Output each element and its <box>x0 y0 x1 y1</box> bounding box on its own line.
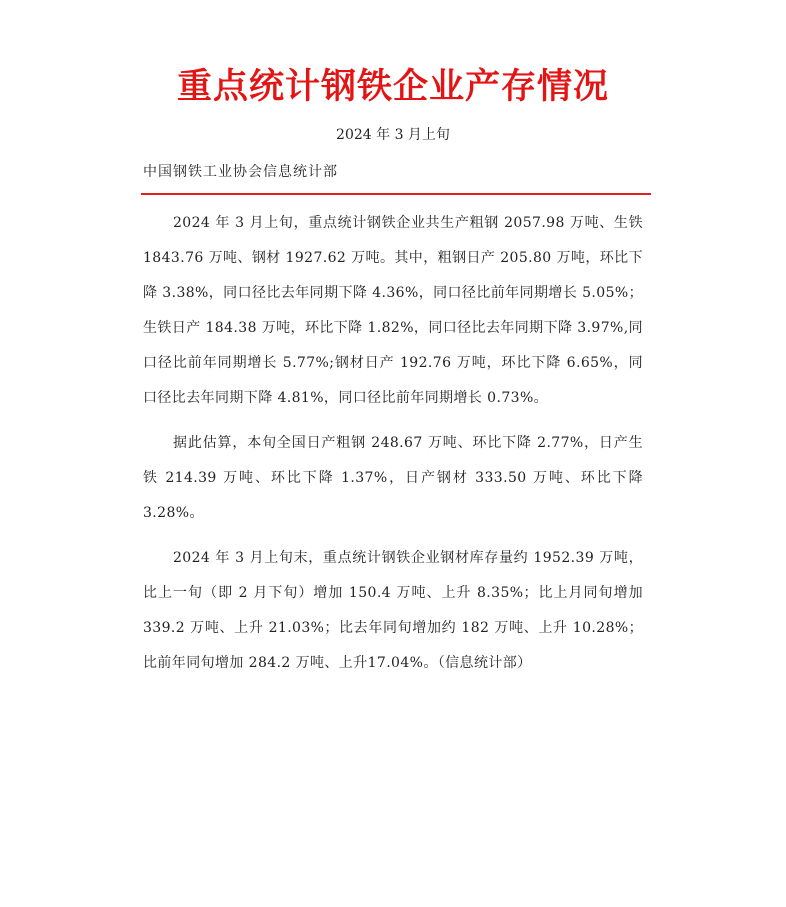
organization-line: 中国钢铁工业协会信息统计部 <box>143 164 338 180</box>
divider-rule <box>141 193 651 195</box>
page-title: 重点统计钢铁企业产存情况 <box>176 66 609 107</box>
paragraph-inventory: 2024 年 3 月上旬末，重点统计钢铁企业钢材库存量约 1952.39 万吨，比上一旬（即 2 月下旬）增加 150.4 万吨、上升 8.35%；比上月同旬增加 339.2 万吨、上升 21.03%；比去年同旬增加约 182 万吨、上升 10.28%；比前年同旬增加 284.2 万吨、上升17.04%。（信息统计部） <box>143 550 643 671</box>
article-body <box>143 206 643 691</box>
paragraph-national-estimate: 据此估算，本旬全国日产粗钢 248.67 万吨、环比下降 2.77%，日产生铁 214.39 万吨、环比下降 1.37%，日产钢材 333.50 万吨、环比下降 3.28%。 <box>143 435 643 521</box>
date-line: 2024 年 3 月上旬 <box>336 127 450 143</box>
paragraph-production: 2024 年 3 月上旬，重点统计钢铁企业共生产粗钢 2057.98 万吨、生铁 1843.76 万吨、钢材 1927.62 万吨。其中，粗钢日产 205.80 万吨，环比下降 3.38%，同口径比去年同期下降 4.36%，同口径比前年同期增长 5.05%；生铁日产 184.38 万吨，环比下降 1.82%，同口径比去年同期下降 3.97%,同口径比前年同期增长 5.77%;钢材日产 192.76 万吨，环比下降 6.65%，同口径比去年同期下降 4.81%，同口径比前年同期增长 0.73%。 <box>143 215 643 406</box>
